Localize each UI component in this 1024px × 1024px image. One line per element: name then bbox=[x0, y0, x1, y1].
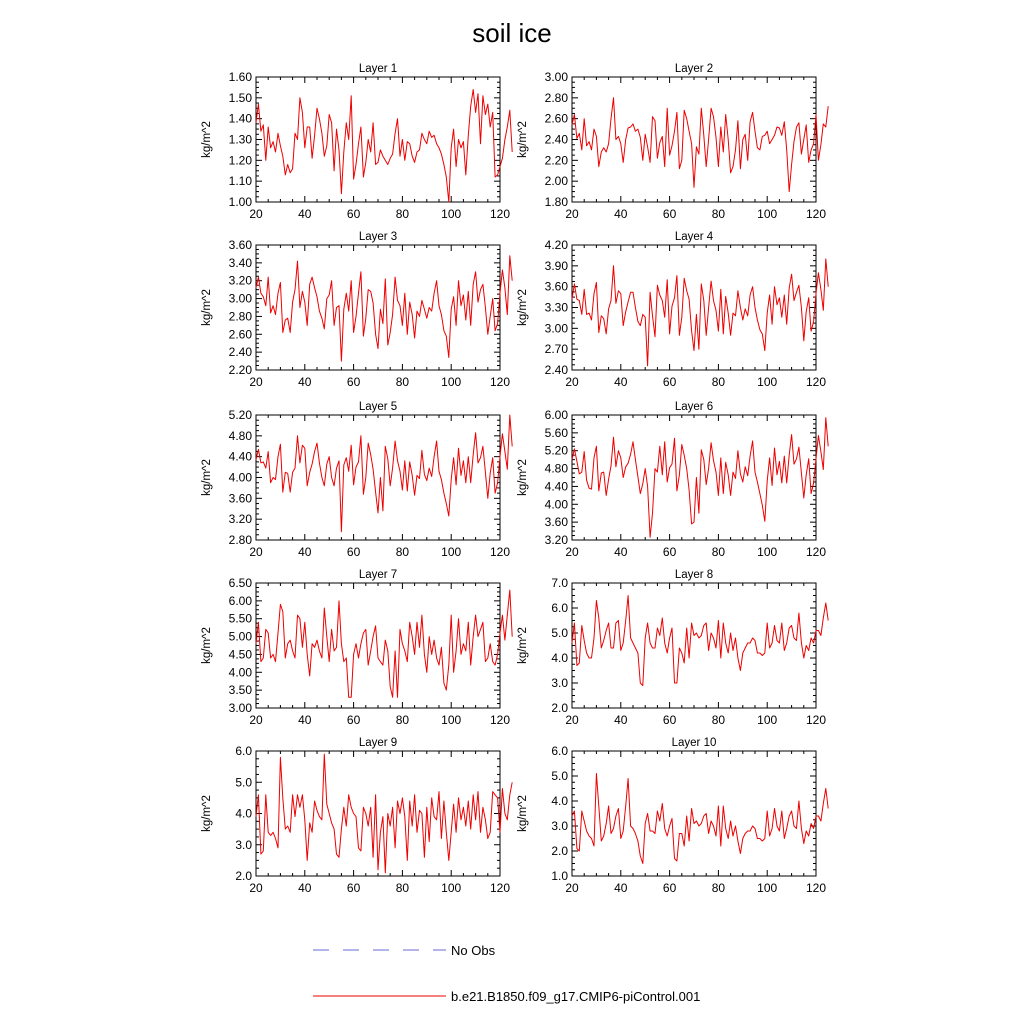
panel-title: Layer 3 bbox=[358, 231, 398, 243]
panel-layer-1 bbox=[201, 63, 512, 221]
y-tick-label: 1.60 bbox=[228, 70, 252, 84]
y-tick-label: 2.0 bbox=[551, 701, 568, 715]
x-tick-label: 60 bbox=[346, 545, 361, 559]
x-tick-label: 120 bbox=[805, 881, 827, 895]
y-tick-label: 4.00 bbox=[228, 665, 252, 680]
y-tick-label: 3.00 bbox=[544, 70, 568, 84]
x-tick-label: 20 bbox=[249, 881, 263, 895]
y-tick-label: 2.20 bbox=[228, 363, 252, 377]
legend bbox=[313, 943, 700, 1004]
y-tick-label: 4.0 bbox=[551, 651, 568, 665]
plot-frame bbox=[256, 415, 500, 540]
series-line bbox=[572, 259, 828, 366]
y-tick-label: 3.00 bbox=[228, 701, 252, 715]
x-tick-label: 20 bbox=[249, 713, 263, 727]
y-tick-label: 2.40 bbox=[228, 345, 252, 360]
y-tick-label: 5.0 bbox=[551, 769, 568, 783]
x-tick-label: 120 bbox=[489, 545, 511, 559]
x-tick-label: 100 bbox=[441, 713, 462, 727]
panel-title: Layer 9 bbox=[358, 737, 398, 749]
legend-no-obs-label: No Obs bbox=[451, 943, 496, 958]
y-tick-label: 2.0 bbox=[551, 844, 568, 858]
y-tick-label: 2.60 bbox=[228, 327, 252, 342]
y-tick-label: 3.40 bbox=[228, 255, 252, 270]
y-tick-label: 5.50 bbox=[228, 611, 252, 626]
x-tick-label: 80 bbox=[711, 207, 726, 221]
series-line bbox=[256, 90, 512, 203]
panel-title: Layer 8 bbox=[674, 569, 714, 581]
y-tick-label: 3.60 bbox=[544, 515, 568, 530]
x-tick-label: 100 bbox=[757, 713, 778, 727]
y-tick-label: 1.30 bbox=[228, 132, 252, 147]
x-tick-label: 120 bbox=[489, 375, 511, 389]
y-tick-label: 2.40 bbox=[544, 132, 568, 147]
panel-title: Layer 5 bbox=[358, 401, 398, 413]
panel-layer-6 bbox=[517, 401, 828, 559]
y-tick-label: 4.0 bbox=[235, 806, 252, 821]
y-tick-label: 1.00 bbox=[228, 195, 252, 209]
y-tick-label: 2.00 bbox=[544, 174, 568, 189]
y-axis-label: kg/m^2 bbox=[201, 289, 213, 326]
y-tick-label: 5.00 bbox=[228, 629, 252, 644]
x-tick-label: 80 bbox=[395, 207, 410, 221]
panel-layer-7 bbox=[201, 569, 512, 727]
x-tick-label: 40 bbox=[298, 881, 312, 895]
x-tick-label: 20 bbox=[249, 545, 263, 559]
y-tick-label: 3.30 bbox=[544, 300, 568, 315]
y-tick-label: 2.80 bbox=[544, 90, 568, 105]
x-tick-label: 120 bbox=[805, 713, 827, 727]
y-axis-label: kg/m^2 bbox=[517, 121, 529, 158]
x-tick-label: 80 bbox=[711, 713, 726, 727]
y-tick-label: 5.0 bbox=[235, 775, 252, 790]
y-tick-label: 6.00 bbox=[228, 593, 252, 608]
y-tick-label: 6.50 bbox=[228, 576, 252, 590]
x-tick-label: 80 bbox=[395, 881, 410, 895]
y-tick-label: 2.20 bbox=[544, 153, 568, 168]
y-tick-label: 2.70 bbox=[544, 342, 568, 357]
panel-layer-5 bbox=[201, 401, 512, 559]
x-tick-label: 80 bbox=[395, 713, 410, 727]
x-tick-label: 100 bbox=[757, 207, 778, 221]
y-axis-label: kg/m^2 bbox=[517, 627, 529, 664]
y-tick-label: 3.0 bbox=[551, 819, 568, 833]
y-tick-label: 1.10 bbox=[228, 174, 252, 189]
x-tick-label: 60 bbox=[346, 207, 361, 221]
panel-layer-3 bbox=[201, 231, 512, 389]
y-tick-label: 3.00 bbox=[228, 291, 252, 306]
x-tick-label: 20 bbox=[565, 207, 579, 221]
panel-layer-10 bbox=[517, 737, 828, 895]
y-tick-label: 4.20 bbox=[544, 238, 568, 252]
series-line bbox=[572, 596, 828, 686]
y-axis-label: kg/m^2 bbox=[517, 795, 529, 832]
x-tick-label: 40 bbox=[298, 713, 312, 727]
x-tick-label: 20 bbox=[565, 545, 579, 559]
y-tick-label: 2.80 bbox=[228, 533, 252, 547]
x-tick-label: 100 bbox=[757, 545, 778, 559]
y-tick-label: 2.40 bbox=[544, 363, 568, 377]
plot-frame bbox=[256, 77, 500, 202]
x-tick-label: 60 bbox=[346, 713, 361, 727]
y-axis-label: kg/m^2 bbox=[517, 459, 529, 496]
series-line bbox=[572, 774, 828, 864]
y-tick-label: 3.00 bbox=[544, 321, 568, 336]
x-tick-label: 80 bbox=[711, 545, 726, 559]
x-tick-label: 100 bbox=[441, 881, 462, 895]
x-tick-label: 120 bbox=[489, 207, 511, 221]
y-tick-label: 3.0 bbox=[551, 676, 568, 690]
y-tick-label: 4.00 bbox=[228, 470, 252, 485]
x-tick-label: 80 bbox=[711, 375, 726, 389]
y-tick-label: 6.00 bbox=[544, 408, 568, 422]
y-tick-label: 3.60 bbox=[228, 238, 252, 252]
x-tick-label: 60 bbox=[662, 881, 677, 895]
x-tick-label: 100 bbox=[757, 375, 778, 389]
y-tick-label: 3.60 bbox=[228, 491, 252, 506]
y-tick-label: 6.0 bbox=[551, 601, 568, 615]
x-tick-label: 100 bbox=[441, 207, 462, 221]
y-tick-label: 6.0 bbox=[235, 744, 252, 758]
x-tick-label: 20 bbox=[565, 713, 579, 727]
series-line bbox=[256, 754, 512, 873]
y-tick-label: 3.90 bbox=[544, 258, 568, 273]
legend-model-label: b.e21.B1850.f09_g17.CMIP6-piControl.001 bbox=[451, 989, 701, 1004]
plot-frame bbox=[572, 583, 816, 708]
y-axis-label: kg/m^2 bbox=[517, 289, 529, 326]
x-tick-label: 80 bbox=[395, 375, 410, 389]
x-tick-label: 40 bbox=[614, 375, 628, 389]
x-tick-label: 20 bbox=[565, 375, 579, 389]
y-tick-label: 6.0 bbox=[551, 744, 568, 758]
y-tick-label: 5.20 bbox=[544, 443, 568, 458]
plot-frame bbox=[572, 751, 816, 876]
y-tick-label: 1.80 bbox=[544, 195, 568, 209]
y-tick-label: 3.20 bbox=[228, 273, 252, 288]
x-tick-label: 40 bbox=[298, 207, 312, 221]
y-tick-label: 3.60 bbox=[544, 279, 568, 294]
x-tick-label: 80 bbox=[395, 545, 410, 559]
y-tick-label: 5.0 bbox=[551, 626, 568, 640]
y-tick-label: 3.20 bbox=[544, 533, 568, 547]
x-tick-label: 60 bbox=[662, 375, 677, 389]
x-tick-label: 120 bbox=[805, 545, 827, 559]
x-tick-label: 80 bbox=[711, 881, 726, 895]
x-tick-label: 100 bbox=[441, 375, 462, 389]
y-tick-label: 4.40 bbox=[544, 479, 568, 494]
series-line bbox=[256, 415, 512, 532]
y-tick-label: 3.20 bbox=[228, 512, 252, 527]
y-tick-label: 1.0 bbox=[551, 869, 568, 883]
y-tick-label: 5.60 bbox=[544, 425, 568, 440]
y-tick-label: 4.0 bbox=[551, 794, 568, 808]
panel-layer-4 bbox=[517, 231, 828, 389]
panel-title: Layer 4 bbox=[674, 231, 714, 243]
y-tick-label: 4.80 bbox=[228, 428, 252, 443]
x-tick-label: 40 bbox=[298, 545, 312, 559]
y-tick-label: 7.0 bbox=[551, 576, 568, 590]
y-axis-label: kg/m^2 bbox=[201, 121, 213, 158]
panels bbox=[201, 63, 828, 895]
x-tick-label: 20 bbox=[565, 881, 579, 895]
panel-title: Layer 1 bbox=[358, 63, 398, 75]
x-tick-label: 120 bbox=[805, 207, 827, 221]
series-line bbox=[572, 98, 828, 192]
x-tick-label: 40 bbox=[614, 713, 628, 727]
y-axis-label: kg/m^2 bbox=[201, 795, 213, 832]
x-tick-label: 120 bbox=[489, 713, 511, 727]
panel-title: Layer 7 bbox=[358, 569, 398, 581]
x-tick-label: 60 bbox=[662, 713, 677, 727]
y-axis-label: kg/m^2 bbox=[201, 459, 213, 496]
x-tick-label: 120 bbox=[489, 881, 511, 895]
x-tick-label: 40 bbox=[614, 545, 628, 559]
y-axis-label: kg/m^2 bbox=[201, 627, 213, 664]
y-tick-label: 4.40 bbox=[228, 449, 252, 464]
x-tick-label: 20 bbox=[249, 207, 263, 221]
series-line bbox=[256, 590, 512, 697]
y-tick-label: 3.0 bbox=[235, 837, 252, 852]
series-line bbox=[256, 256, 512, 361]
panel-title: Layer 10 bbox=[671, 737, 717, 749]
x-tick-label: 40 bbox=[614, 207, 628, 221]
x-tick-label: 40 bbox=[298, 375, 312, 389]
panel-layer-8 bbox=[517, 569, 828, 727]
panel-layer-9 bbox=[201, 737, 512, 895]
panel-title: Layer 6 bbox=[674, 401, 714, 413]
y-tick-label: 4.00 bbox=[544, 497, 568, 512]
x-tick-label: 60 bbox=[662, 207, 677, 221]
x-tick-label: 60 bbox=[346, 881, 361, 895]
panel-layer-2 bbox=[517, 63, 828, 221]
x-tick-label: 40 bbox=[614, 881, 628, 895]
x-tick-label: 100 bbox=[441, 545, 462, 559]
figure-title: soil ice bbox=[472, 18, 552, 48]
x-tick-label: 100 bbox=[757, 881, 778, 895]
y-tick-label: 2.80 bbox=[228, 309, 252, 324]
y-tick-label: 5.20 bbox=[228, 408, 252, 422]
x-tick-label: 120 bbox=[805, 375, 827, 389]
series-line bbox=[572, 418, 828, 538]
y-tick-label: 2.0 bbox=[235, 869, 252, 883]
x-tick-label: 20 bbox=[249, 375, 263, 389]
y-tick-label: 1.20 bbox=[228, 153, 252, 168]
y-tick-label: 4.50 bbox=[228, 647, 252, 662]
y-tick-label: 2.60 bbox=[544, 111, 568, 126]
y-tick-label: 1.50 bbox=[228, 90, 252, 105]
y-tick-label: 3.50 bbox=[228, 683, 252, 698]
panel-title: Layer 2 bbox=[674, 63, 714, 75]
x-tick-label: 60 bbox=[346, 375, 361, 389]
y-tick-label: 4.80 bbox=[544, 461, 568, 476]
y-tick-label: 1.40 bbox=[228, 111, 252, 126]
x-tick-label: 60 bbox=[662, 545, 677, 559]
